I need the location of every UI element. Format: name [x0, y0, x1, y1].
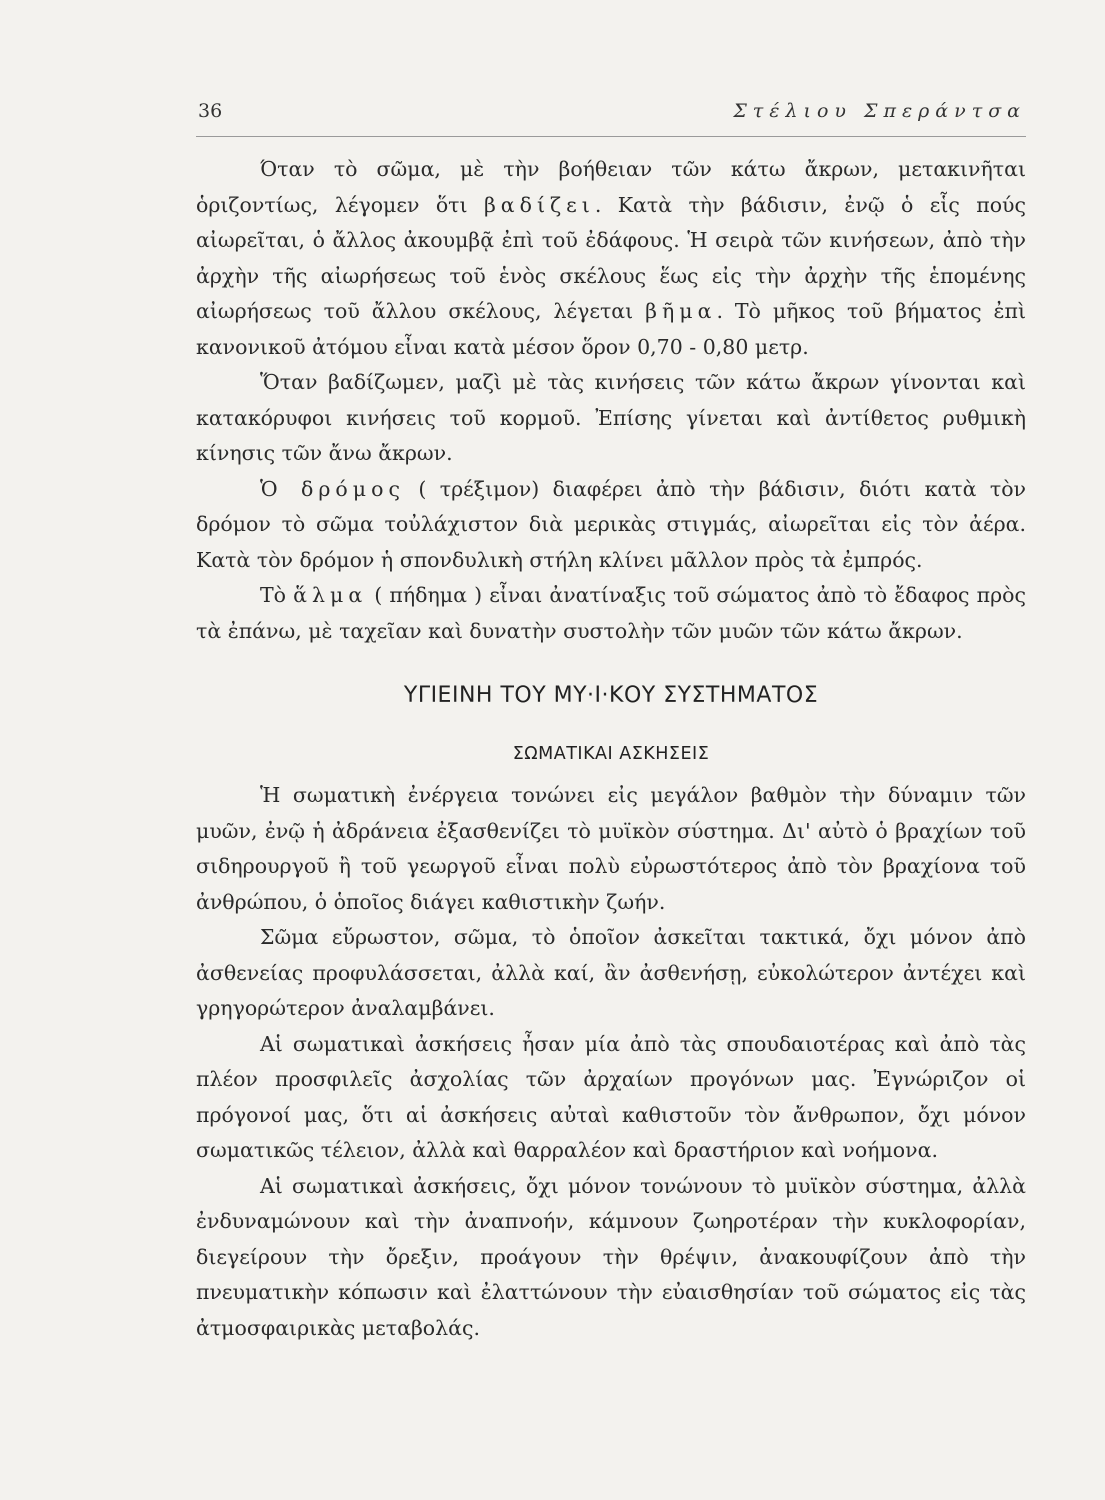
paragraph-benefits	[196, 1169, 1026, 1347]
term-jump: ἅλμα	[293, 583, 368, 607]
section-heading: ΥΓΙΕΙΝΗ ΤΟΥ ΜΥ·Ι·ΚΟΥ ΣΥΣΤΗΜΑΤΟΣ	[403, 683, 819, 708]
term-parenthetical: ( τρέξιμον)	[404, 476, 553, 501]
paragraph-text: Αἱ σωματικαὶ ἀσκήσεις ἦσαν μία ἀπὸ τὰς σπουδαιοτέρας καὶ ἀπὸ τὰς πλέον προσφιλεῖς ἀσχολίας τῶν ἀρχαίων προγόνων μας. Ἐγνώριζον οἱ πρόγονοί μας, ὅτι αἱ ἀσκήσεις αὐταὶ καθιστοῦν τὸν ἄνθρωπον, ὄχι μόνον σωματικῶς τέλειον, ἀλλὰ καὶ θαρραλέον καὶ δραστήριον καὶ νοήμονα.	[196, 1031, 1026, 1162]
term-step: βῆμα	[645, 299, 717, 323]
paragraph-walking	[196, 152, 1026, 365]
paragraph-running	[196, 472, 1026, 579]
paragraph-text: διαφέρει ἀπὸ τὴν βάδισιν, διότι κατὰ τὸν δρόμον τὸ σῶμα τοὐλάχιστον διὰ μερικὰς στιγμάς, αἰωρεῖται εἰς τὸν ἀέρα. Κατὰ τὸν δρόμον ἡ σπονδυλικὴ στήλη κλίνει μᾶλλον πρὸς τὰ ἐμπρός.	[196, 476, 1027, 572]
page-number: 36	[198, 100, 223, 122]
paragraph-text: . Τὸ μῆκος τοῦ βήματος ἐπὶ κανονικοῦ ἀτόμου εἶναι κατὰ μέσον ὅρον 0,70 - 0,80 μετρ.	[196, 299, 1026, 359]
paragraph-text: εἶναι ἀνατίναξις τοῦ σώματος ἀπὸ τὸ ἔδαφος πρὸς τὰ ἐπάνω, μὲ ταχεῖαν καὶ δυνατὴν συστολὴν τῶν μυῶν τῶν κάτω ἄκρων.	[196, 583, 1027, 643]
subsection-heading: ΣΩΜΑΤΙΚΑΙ ΑΣΚΗΣΕΙΣ	[512, 744, 710, 764]
paragraph-jump	[196, 578, 1026, 649]
term-parenthetical: ( πήδημα )	[367, 583, 490, 607]
page-header	[196, 96, 1026, 137]
body-text	[196, 152, 1026, 1346]
paragraph-text: Σῶμα εὔρωστον, σῶμα, τὸ ὁποῖον ἀσκεῖται τακτικά, ὄχι μόνον ἀπὸ ἀσθενείας προφυλάσσεται, ἀλλὰ καί, ἂν ἀσθενήσῃ, εὐκολώτερον ἀντέχει καὶ γρηγορώτερον ἀναλαμβάνει.	[196, 925, 1026, 1020]
paragraph-trunk-movement	[196, 365, 1026, 472]
paragraph-text: Ὅταν βαδίζωμεν, μαζὶ μὲ τὰς κινήσεις τῶν κάτω ἄκρων γίνονται καὶ κατακόρυφοι κινήσεις τοῦ κορμοῦ. Ἐπίσης γίνεται καὶ ἀντίθετος ρυθμικὴ κίνησις τῶν ἄνω ἄκρων.	[196, 370, 1026, 465]
paragraph-ancestors	[196, 1027, 1026, 1169]
paragraph-text: Ἡ σωματικὴ ἐνέργεια τονώνει εἰς μεγάλον βαθμὸν τὴν δύναμιν τῶν μυῶν, ἐνῷ ἡ ἀδράνεια ἐξασθενίζει τὸ μυϊκὸν σύστημα. Δι' αὐτὸ ὁ βραχίων τοῦ σιδηρουργοῦ ἢ τοῦ γεωργοῦ εἶναι πολὺ εὐρωστότερος ἀπὸ τὸν βραχίονα τοῦ ἀνθρώπου, ὁ ὁποῖος διάγει καθιστικὴν ζωήν.	[196, 783, 1026, 914]
running-head: Στέλιου Σπεράντσα	[733, 100, 1026, 122]
paragraph-text: . Κατὰ τὴν βάδισιν, ἐνῷ ὁ εἷς πούς αἰωρεῖται, ὁ ἄλλος ἀκουμβᾷ ἐπὶ τοῦ ἐδάφους. Ἡ σειρὰ τῶν κινήσεων, ἀπὸ τὴν ἀρχὴν τῆς αἰωρήσεως τοῦ ἑνὸς σκέλους ἕως εἰς τὴν ἀρχὴν τῆς ἑπομένης αἰωρήσεως τοῦ ἄλλου σκέλους, λέγεται	[196, 192, 1026, 323]
paragraph-text: Τὸ	[260, 583, 287, 607]
term-running: Ὁ δρόμος	[260, 476, 405, 501]
term-walking: βαδίζει	[483, 192, 595, 217]
paragraph-text: Αἱ σωματικαὶ ἀσκήσεις, ὄχι μόνον τονώνουν τὸ μυϊκὸν σύστημα, ἀλλὰ ἐνδυναμώνουν καὶ τὴν ἀναπνοήν, κάμνουν ζωηροτέραν τὴν κυκλοφορίαν, διεγείρουν τὴν ὄρεξιν, προάγουν τὴν θρέψιν, ἀνακουφίζουν ἀπὸ τὴν πνευματικὴν κόπωσιν καὶ ἐλαττώνουν τὴν εὐαισθησίαν τοῦ σώματος εἰς τὰς ἀτμοσφαιρικὰς μεταβολάς.	[196, 1173, 1026, 1340]
paragraph-energy	[196, 778, 1026, 920]
paragraph-text: Όταν τὸ σῶμα, μὲ τὴν βοήθειαν τῶν κάτω ἄκρων, μετακινῆται ὁριζοντίως, λέγομεν ὅτι	[196, 157, 1026, 217]
paragraph-robust-body	[196, 920, 1026, 1027]
